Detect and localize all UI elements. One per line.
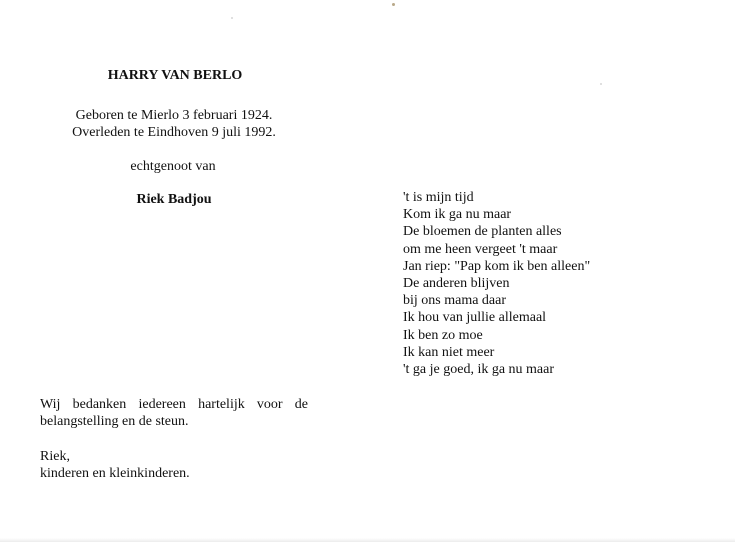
birth-line: Geboren te Mierlo 3 februari 1924. (75, 108, 273, 123)
signature-line: Riek, (40, 449, 70, 464)
thanks-paragraph: Wij bedanken iedereen hartelijk voor de belangstelling en de steun. (40, 397, 308, 429)
poem-line: De bloemen de planten alles (403, 224, 562, 240)
poem-line: Ik kan niet meer (403, 344, 495, 360)
poem-line: Kom ik ga nu maar (403, 207, 512, 223)
death-line: Overleden te Eindhoven 9 juli 1992. (72, 125, 276, 140)
spouse-name: Riek Badjou (136, 192, 212, 207)
poem-line: Jan riep: "Pap kom ik ben alleen" (403, 258, 591, 274)
poem-line: bij ons mama daar (403, 293, 507, 309)
card-edge (0, 538, 735, 542)
poem-line: Ik hou van jullie allemaal (403, 310, 547, 326)
paper-speck (600, 83, 602, 85)
signature-line: kinderen en kleinkinderen. (40, 466, 190, 481)
poem-line: 't ga je goed, ik ga nu maar (403, 362, 555, 378)
paper-speck (392, 3, 395, 6)
signature (40, 448, 190, 482)
paper-speck (231, 17, 233, 19)
spouse-intro: echtgenoot van (130, 159, 216, 174)
poem-line: De anderen blijven (403, 276, 510, 292)
deceased-name: HARRY VAN BERLO (107, 68, 243, 83)
poem (403, 189, 590, 378)
poem-line: om me heen vergeet 't maar (403, 241, 558, 257)
poem-line: Ik ben zo moe (403, 327, 483, 343)
poem-line: 't is mijn tijd (403, 190, 474, 205)
